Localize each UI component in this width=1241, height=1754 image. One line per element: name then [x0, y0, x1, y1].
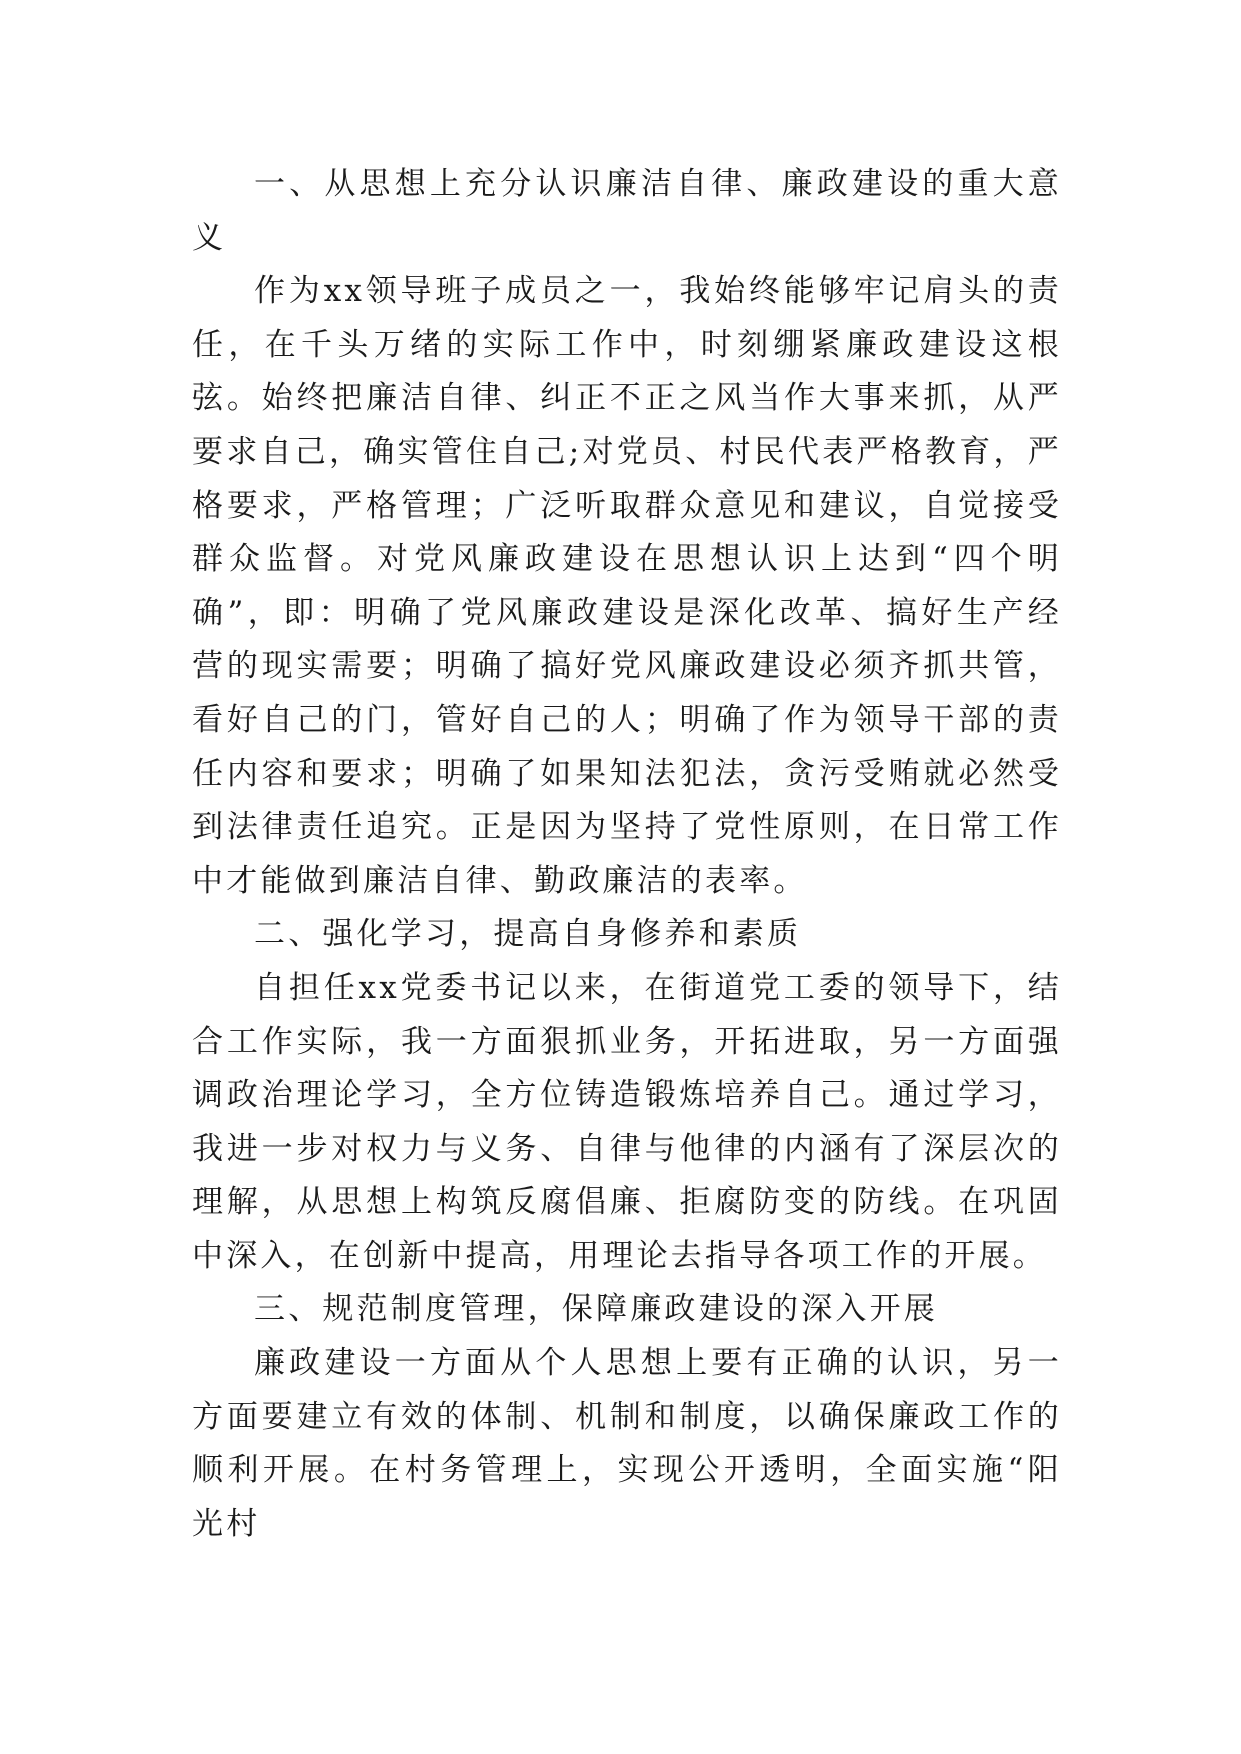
section-heading-3: 三、规范制度管理，保障廉政建设的深入开展: [254, 1291, 938, 1328]
section-paragraph-1: 作为xx领导班子成员之一，我始终能够牢记肩头的责任，在千头万绪的实际工作中，时刻绷紧廉政建设这根弦。始终把廉洁自律、纠正不正之风当作大事来抓，从严要求自己，确实管住自己;对党员、村民代表严格教育，严格要求，严格管理；广泛听取群众意见和建议，自觉接受群众监督。对党风廉政建设在思想认识上达到“四个明确”，即：明确了党风廉政建设是深化改革、搞好生产经营的现实需要；明确了搞好党风廉政建设必须齐抓共管，看好自己的门，管好自己的人；明确了作为领导干部的责任内容和要求；明确了如果知法犯法，贪污受贿就必然受到法律责任追究。正是因为坚持了党性原则，在日常工作中才能做到廉洁自律、勤政廉洁的表率。: [192, 273, 1062, 899]
document-body: [192, 158, 1062, 1551]
section-heading-2: 二、强化学习，提高自身修养和素质: [254, 916, 802, 953]
section-heading-1: 一、从思想上充分认识廉洁自律、廉政建设的重大意义: [192, 166, 1062, 256]
section-paragraph-3: 廉政建设一方面从个人思想上要有正确的认识，另一方面要建立有效的体制、机制和制度，以确保廉政工作的顺利开展。在村务管理上，实现公开透明，全面实施“阳光村: [192, 1345, 1062, 1542]
section-paragraph-2: 自担任xx党委书记以来，在街道党工委的领导下，结合工作实际，我一方面狠抓业务，开拓进取，另一方面强调政治理论学习，全方位铸造锻炼培养自己。通过学习，我进一步对权力与义务、自律与他律的内涵有了深层次的理解，从思想上构筑反腐倡廉、拒腐防变的防线。在巩固中深入，在创新中提高，用理论去指导各项工作的开展。: [192, 969, 1062, 1274]
